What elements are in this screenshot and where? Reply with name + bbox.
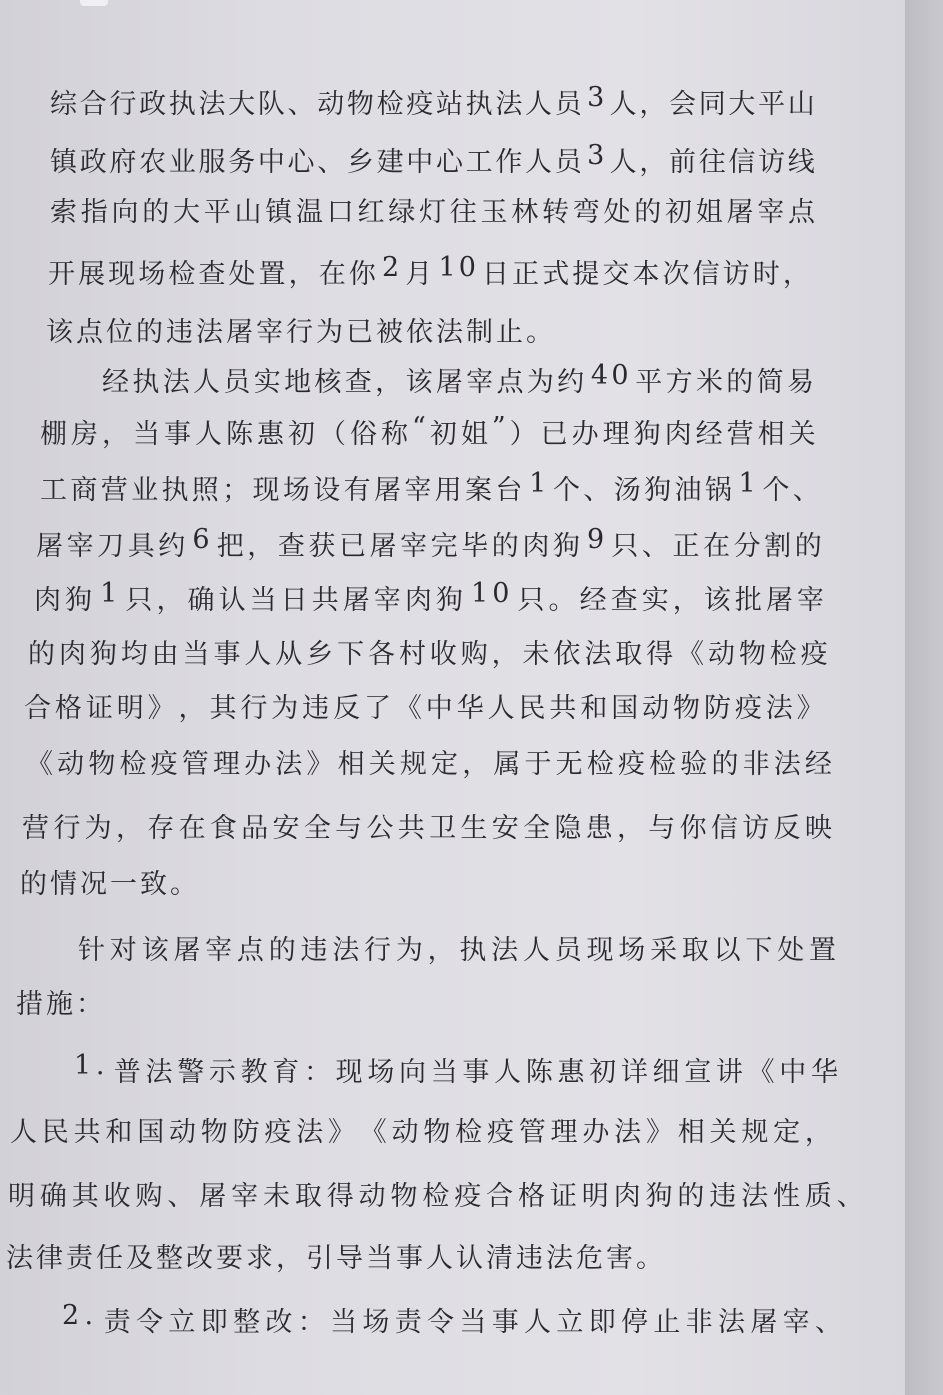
text-line-3: 索 指 向 的 大 平 山 镇 温 口 红 绿 灯 往 玉 林 转 弯 处 的 初 姐 屠 宰 点 bbox=[50, 197, 815, 228]
text-line-20: 明 确 其 收 购 、 屠 宰 未 取 得 动 物 检 疫 合 格 证 明 肉 狗 的 违 法 性 质 、 bbox=[8, 1181, 864, 1212]
text-line-1: 综 合 行 政 执 法 大 队 、 动 物 检 疫 站 执 法 人 员 3 人 ， 会 同 大 平 山 bbox=[50, 82, 815, 120]
page-edge-shadow bbox=[905, 0, 943, 1395]
text-line-11: 的 肉 狗 均 由 当 事 人 从 乡 下 各 村 收 购 ， 未 依 法 取 得 《 动 物 检 疫 bbox=[28, 639, 828, 670]
text-line-14: 营 行 为 ， 存 在 食 品 安 全 与 公 共 卫 生 安 全 隐 患 ， 与 你 信 访 反 映 bbox=[22, 813, 832, 844]
text-line-9: 屠 宰 刀 具 约 6 把 ， 查 获 已 屠 宰 完 毕 的 肉 狗 9 只 、 正 在 分 割 的 bbox=[36, 524, 822, 562]
text-line-22: 2 . 责 令 立 即 整 改 ： 当 场 责 令 当 事 人 立 即 停 止 非 法 屠 宰 、 bbox=[62, 1300, 842, 1338]
text-line-21: 法律责任及整改要求，引导当事人认清违法危害。 bbox=[6, 1243, 666, 1274]
text-line-19: 人 民 共 和 国 动 物 防 疫 法 》 《 动 物 检 疫 管 理 办 法 》 相 关 规 定 ， bbox=[10, 1117, 832, 1148]
text-line-16: 针 对 该 屠 宰 点 的 违 法 行 为 ， 执 法 人 员 现 场 采 取 以 下 处 置 bbox=[78, 935, 836, 966]
text-line-10: 肉 狗 1 只 ， 确 认 当 日 共 屠 宰 肉 狗 1 0 只 。 经 查 实 ， 该 批 屠 宰 bbox=[34, 578, 824, 616]
text-line-8: 工 商 营 业 执 照 ； 现 场 设 有 屠 宰 用 案 台 1 个 、 汤 狗 油 锅 1 个 、 bbox=[40, 468, 820, 506]
text-line-15: 的情况一致。 bbox=[20, 869, 200, 900]
text-line-13: 《 动 物 检 疫 管 理 办 法 》 相 关 规 定 ， 属 于 无 检 疫 检 验 的 非 法 经 bbox=[26, 749, 832, 780]
text-line-12: 合 格 证 明 》 ， 其 行 为 违 反 了 《 中 华 人 民 共 和 国 动 物 防 疫 法 》 bbox=[24, 693, 824, 724]
text-line-7: 棚 房 ， 当 事 人 陈 惠 初 （ 俗 称 “ 初 姐 ” ） 已 办 理 狗 肉 经 营 相 关 bbox=[40, 412, 816, 450]
text-line-5: 该点位的违法屠宰行为已被依法制止。 bbox=[46, 317, 556, 348]
text-line-2: 镇 政 府 农 业 服 务 中 心 、 乡 建 中 心 工 作 人 员 3 人 ， 前 往 信 访 线 bbox=[50, 140, 815, 178]
text-line-4: 开 展 现 场 检 查 处 置 ， 在 你 2 月 1 0 日 正 式 提 交 本 次 信 访 时 ， bbox=[48, 252, 810, 290]
top-edge-mark bbox=[80, 0, 108, 6]
text-line-6: 经 执 法 人 员 实 地 核 查 ， 该 屠 宰 点 为 约 4 0 平 方 米 的 简 易 bbox=[102, 360, 814, 398]
text-line-18: 1 . 普 法 警 示 教 育 ： 现 场 向 当 事 人 陈 惠 初 详 细 宣 讲 《 中 华 bbox=[74, 1050, 838, 1088]
text-line-17: 措施： bbox=[16, 989, 106, 1020]
